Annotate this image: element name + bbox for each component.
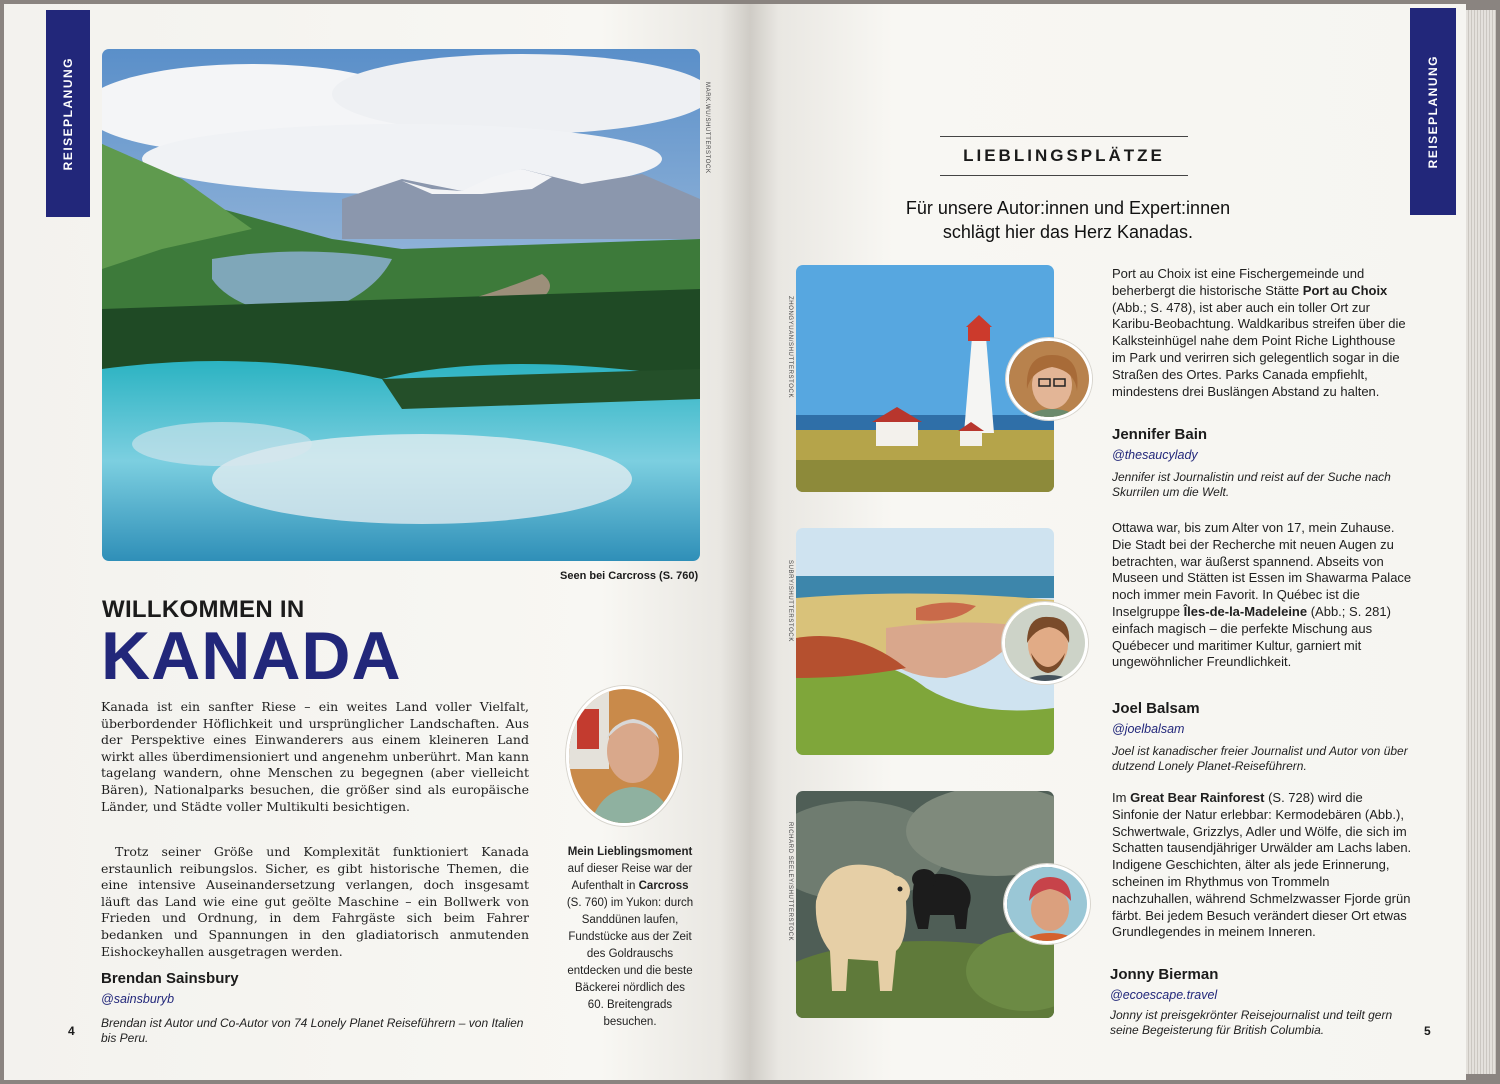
- country-title: KANADA: [101, 618, 402, 694]
- author-portrait: [566, 686, 682, 826]
- section-tab-label: REISEPLANUNG: [1426, 54, 1440, 169]
- entry-1-text-part: Port au Choix ist eine Fischergemeinde und beherbergt die historische Stätte: [1112, 266, 1365, 298]
- section-tab: [1410, 8, 1456, 215]
- entry-2-place: Îles-de-la-Madeleine: [1183, 603, 1308, 619]
- page-number: 5: [1424, 1024, 1431, 1038]
- caption-lead: Mein Lieblingsmoment: [567, 846, 693, 858]
- entry-1-author-bio: Jennifer ist Journalistin und reist auf der Suche nach Skurrilen um die Welt.: [1112, 470, 1391, 499]
- entry-1-photo-credit: ZHONGYUAN/SHUTTERSTOCK: [787, 296, 793, 399]
- entry-3-text: [1112, 790, 1412, 941]
- intro-paragraph-1: Kanada ist ein sanfter Riese – ein weites Land voller Vielfalt, überbordender Höflichkeit und ursprünglicher Landschaften. Aus der Perspektive eines Einwanderers aus einem kleineren Land wirkt alles überdimensioniert und angenehm unberührt. Man kann tagelang wandern, ohne Menschen zu begegnen (aber vielleicht Bären), Nationalparks besuchen, die größer sind als europäische Länder, und Städte voller Multikulti besichtigen.: [101, 699, 529, 814]
- entry-2-author-handle-link[interactable]: @joelbalsam: [1112, 722, 1185, 736]
- entry-2-author-bio: Joel ist kanadischer freier Journalist und Autor von über dutzend Lonely Planet-Reiseführern.: [1112, 744, 1408, 773]
- entry-2-author-name: Joel Balsam: [1112, 700, 1200, 717]
- favorite-moment-caption: [566, 844, 694, 1031]
- entry-3-author-name: Jonny Bierman: [1110, 966, 1219, 983]
- caption-place: Carcross: [638, 880, 689, 892]
- entry-3-author-handle-link[interactable]: @ecoescape.travel: [1110, 988, 1218, 1002]
- portrait-illustration: [1009, 341, 1092, 420]
- entry-1-author-handle-link[interactable]: @thesaucylady: [1112, 448, 1198, 462]
- entry-3-author-bio: Jonny ist preisgekrönter Reisejournalist und teilt gern seine Begeisterung für British Columbia.: [1110, 1008, 1393, 1037]
- book-spread: [4, 4, 1496, 1080]
- welcome-heading: WILLKOMMEN IN: [102, 596, 305, 623]
- caption-text-1: auf dieser Reise war der Aufenthalt in: [567, 863, 693, 892]
- page-number: 4: [68, 1024, 75, 1038]
- portrait-illustration: [1005, 605, 1088, 684]
- section-tab: [46, 10, 90, 217]
- entry-2-text-part: Ottawa war, bis zum Alter von 17, mein Zuhause. Die Stadt bei der Recherche mit neuen Augen zu betrachten, war äußerst spannend. Abseits von Museen und Stätten ist Essen im Shawarma Palace noch immer mein Favorit. In Québec ist die Inselgruppe: [1112, 520, 1412, 619]
- entry-2-text-part: (Abb.; S. 281) einfach magisch – die perfekte Mischung aus Québecer und maritimer Kultur, garniert mit ungewöhnlicher Freundlichkeit.: [1112, 603, 1391, 670]
- section-tab-label: REISEPLANUNG: [61, 56, 75, 171]
- favorites-title: LIEBLINGSPLÄTZE: [963, 146, 1165, 165]
- entry-1-text-part: (Abb.; S. 478), ist aber auch ein toller Ort zur Karibu-Beobachtung. Waldkaribus streifen über die Kalksteinhügel nahe dem Point Riche Lighthouse im Park und verirren sich gelegentlich sogar in die Straßen des Ortes. Parks Canada empfiehlt, mindestens drei Buslängen Abstand zu halten.: [1112, 299, 1406, 399]
- entry-1-author-name: Jennifer Bain: [1112, 426, 1208, 443]
- entry-2-photo-credit: SUBRY/SHUTTERSTOCK: [787, 560, 793, 642]
- entry-1-place: Port au Choix: [1302, 282, 1388, 298]
- entry-3-author-portrait: [1004, 864, 1090, 944]
- page-edges: [1466, 10, 1496, 1074]
- caption-text-2: (S. 760) im Yukon: durch Sanddünen laufen, Fundstücke aus der Zeit des Goldrauschs entdecken und die beste Bäckerei nördlich des 60. Breitengrads besuchen.: [566, 897, 694, 1028]
- hero-photo-credit: MARK.WU/SHUTTERSTOCK: [704, 82, 710, 174]
- entry-2-author-portrait: [1002, 602, 1088, 684]
- entry-1-text: [1112, 266, 1412, 400]
- author-handle-link[interactable]: @sainsburyb: [101, 992, 175, 1006]
- favorites-heading-box: [940, 136, 1188, 176]
- entry-3-place: Great Bear Rainforest: [1130, 790, 1265, 805]
- intro-paragraph-2: Trotz seiner Größe und Komplexität funktioniert Kanada erstaunlich reibungslos. Sicher, es gibt historische Themen, die eine intensive Auseinandersetzung verlangen, doch insgesamt läuft das Land wie eine gut geölte Maschine – ein Bollwerk von Frieden und Ordnung, in dem Fahrgäste sich beim Fahrer bedanken und Spannungen in den gladiatorisch anmutenden Eishockeyhallen ausgetragen werden.: [101, 844, 529, 959]
- hero-caption: Seen bei Carcross (S. 760): [560, 570, 699, 582]
- entry-3-text-part: Im: [1112, 790, 1131, 805]
- author-name: Brendan Sainsbury: [101, 970, 239, 987]
- author-bio: Brendan ist Autor und Co-Autor von 74 Lonely Planet Reiseführern – von Italien bis Peru.: [101, 1016, 524, 1045]
- portrait-illustration: [569, 689, 682, 826]
- entry-1-author-portrait: [1006, 338, 1092, 420]
- entry-3-text-part: (S. 728) wird die Sinfonie der Natur erlebbar: Kermodebären (Abb.), Schwertwale, Grizzlys, Adler und Wölfe, die sich im Schatten tausendjähriger Urwälder am Lachs laben. Indigene Geschichten, älter als jede Erinnerung, scheinen im Rhythmus von Trommeln nachzuhallen, während Schmelzwasser Fjorde grün färbt. Bei jedem Besuch verändert dieser Ort etwas Grundlegendes in meinem Inneren.: [1112, 790, 1412, 940]
- entry-3-photo-credit: RICHARD SEELEY/SHUTTERSTOCK: [787, 822, 793, 942]
- hero-lake-illustration: [102, 49, 700, 561]
- portrait-illustration: [1007, 867, 1090, 944]
- entry-2-text: [1112, 520, 1412, 671]
- left-page: [4, 4, 750, 1080]
- hero-photo: [102, 49, 700, 561]
- right-page: [750, 4, 1466, 1080]
- favorites-subtitle: Für unsere Autor:innen und Expert:innen schlägt hier das Herz Kanadas.: [905, 198, 1231, 242]
